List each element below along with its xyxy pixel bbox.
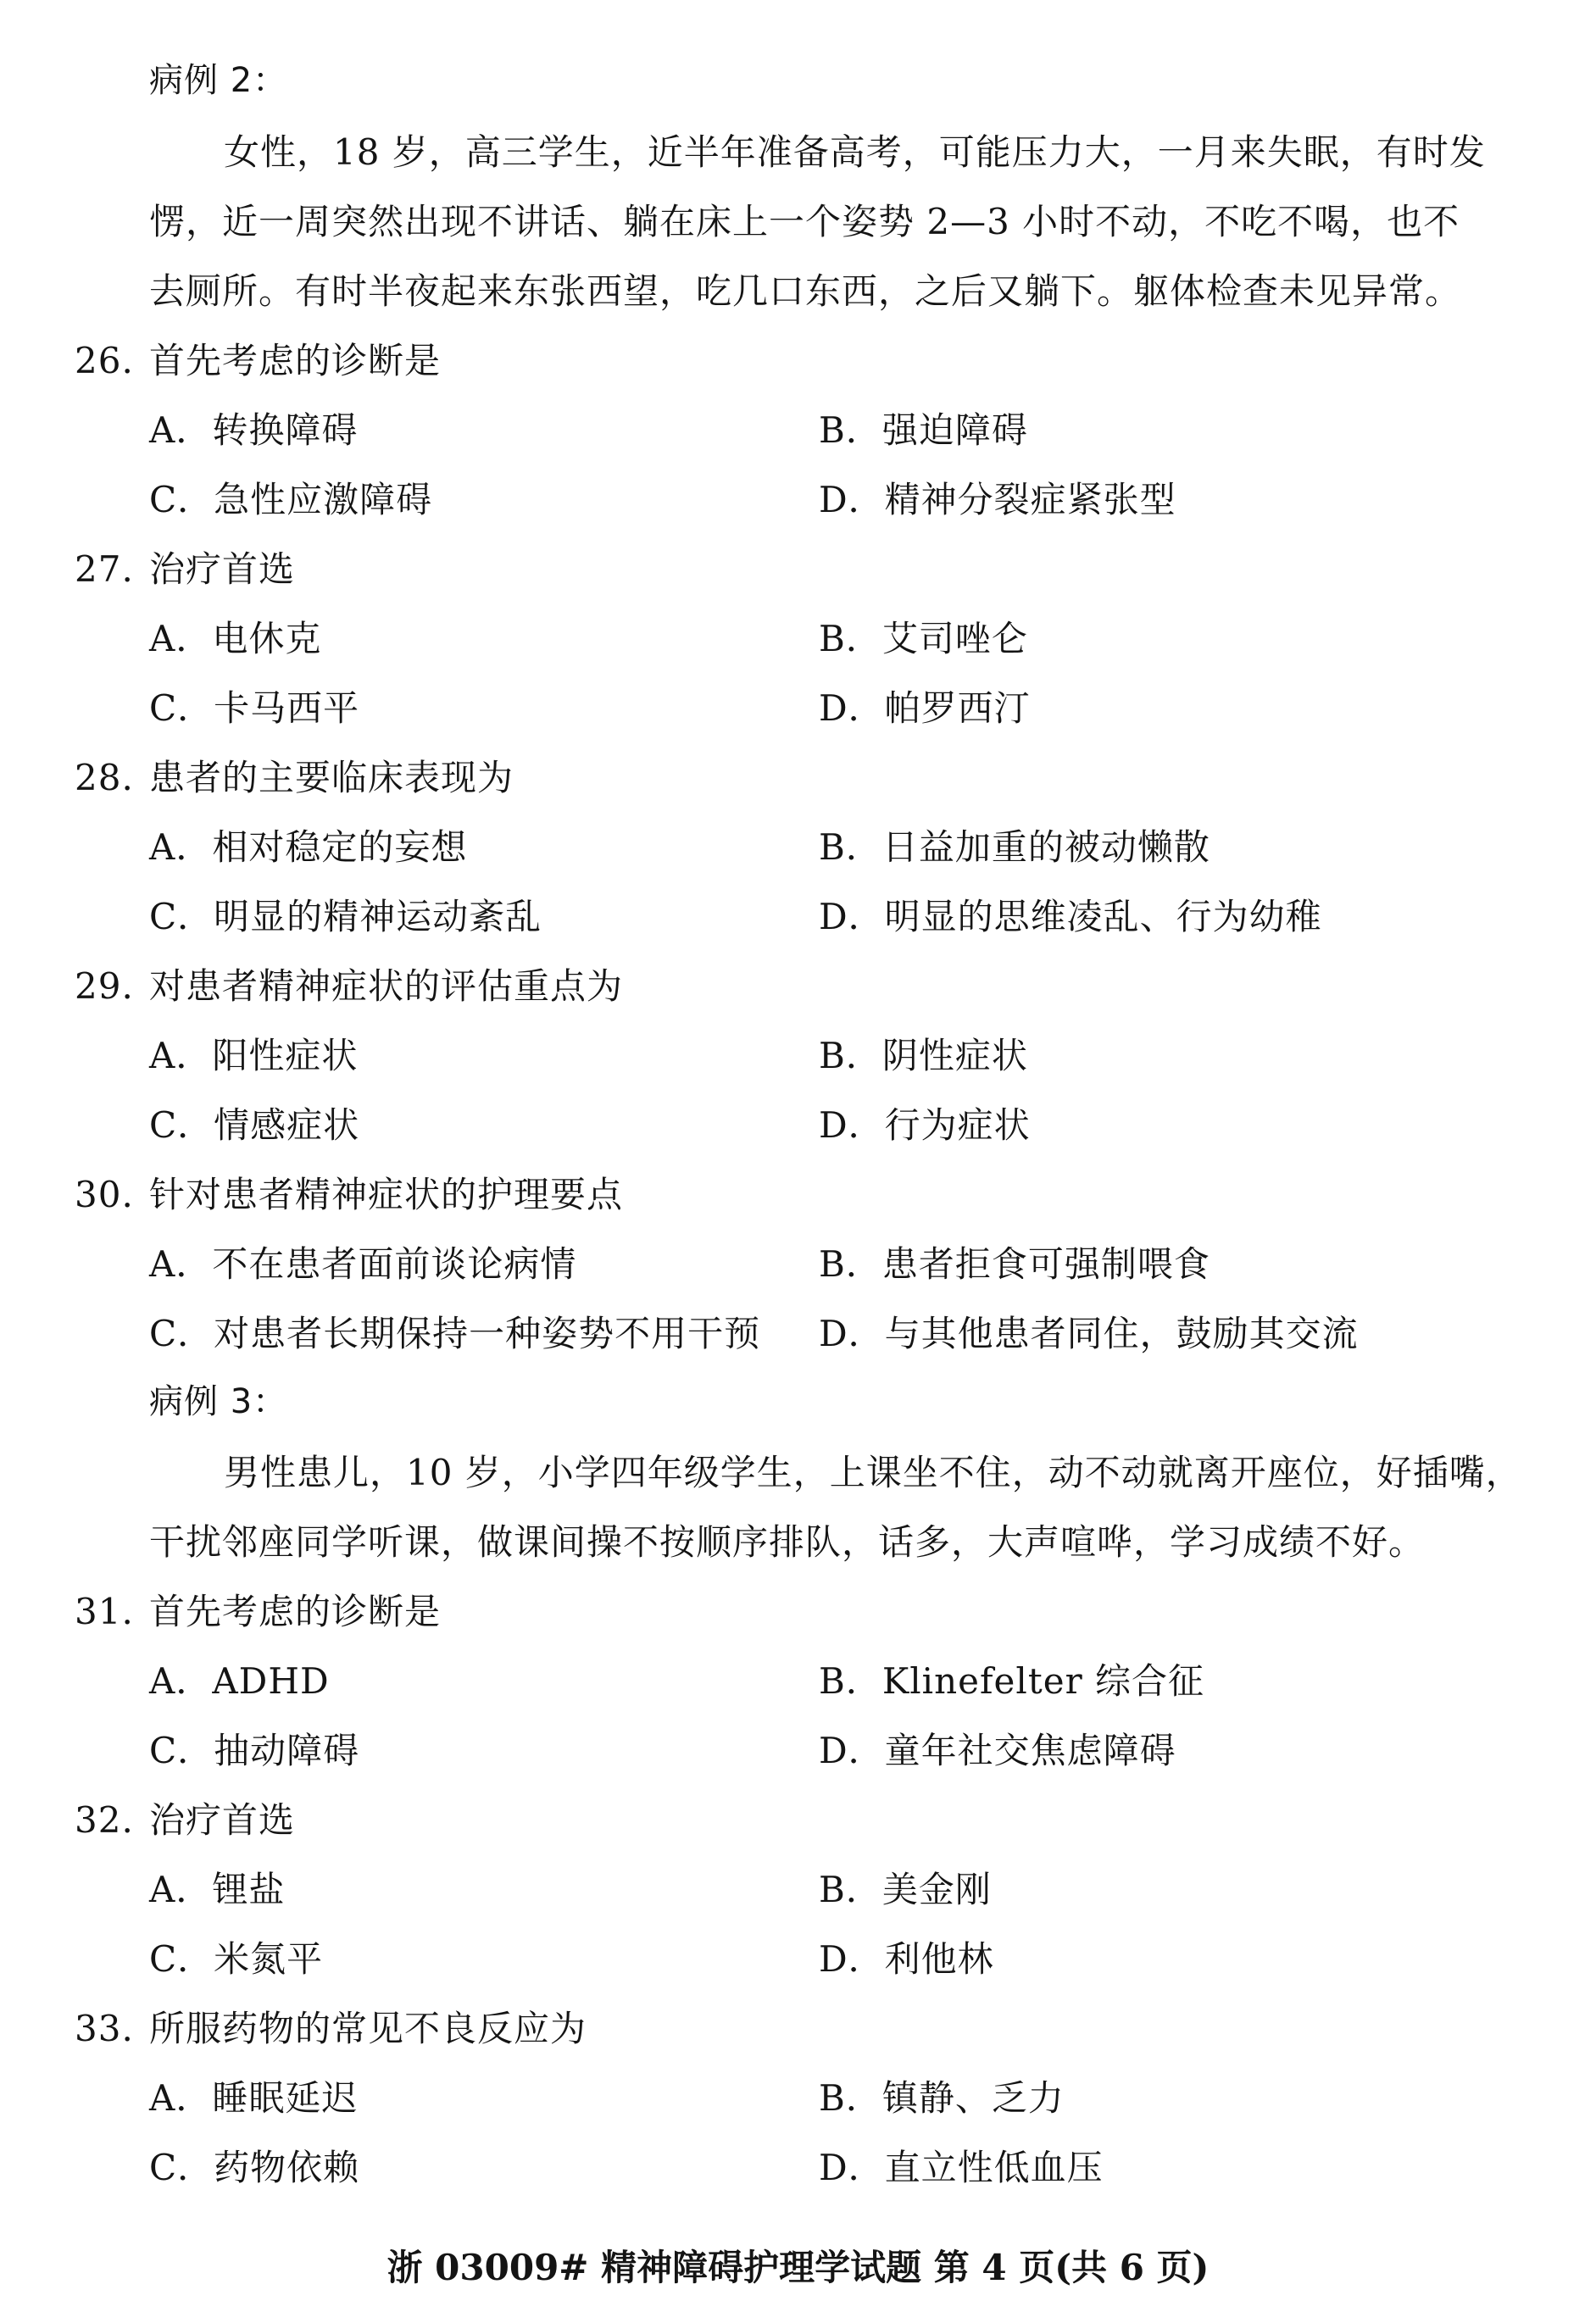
question-33-number: 33. [75, 2008, 134, 2049]
question-31-option-b: B．Klinefelter 综合征 [819, 1660, 1205, 1702]
question-31-option-c: C．抽动障碍 [149, 1730, 360, 1771]
question-28-option-a: A．相对稳定的妄想 [149, 826, 468, 868]
question-30-option-a: A．不在患者面前谈论病情 [149, 1243, 577, 1285]
question-27-option-a: A．电休克 [149, 618, 322, 659]
question-32-text: 治疗首选 [149, 1799, 296, 1841]
question-33-option-c: C．药物依赖 [149, 2147, 360, 2188]
question-32-option-c: C．米氮平 [149, 1938, 324, 1980]
question-29-option-a: A．阳性症状 [149, 1035, 359, 1076]
question-32-option-d: D．利他林 [819, 1938, 994, 1980]
case2-line-1: 女性，18 岁，高三学生，近半年准备高考，可能压力大，一月来失眠，有时发 [224, 131, 1486, 173]
question-29-number: 29. [75, 965, 134, 1007]
question-32-option-b: B．美金刚 [819, 1869, 992, 1910]
page-footer: 浙 03009# 精神障碍护理学试题 第 4 页(共 6 页) [386, 2247, 1210, 2288]
question-30-number: 30. [75, 1174, 134, 1215]
question-31-text: 首先考虑的诊断是 [149, 1591, 442, 1632]
case2-line-2: 愣，近一周突然出现不讲话、躺在床上一个姿势 2—3 小时不动，不吃不喝，也不 [149, 201, 1460, 242]
question-27-option-c: C．卡马西平 [149, 687, 360, 729]
question-28-option-c: C．明显的精神运动紊乱 [149, 896, 542, 937]
question-31-number: 31. [75, 1591, 134, 1632]
question-33-text: 所服药物的常见不良反应为 [149, 2008, 587, 2049]
question-26-option-d: D．精神分裂症紧张型 [819, 479, 1176, 520]
case3-title: 病例 3： [149, 1382, 288, 1421]
question-29-option-b: B．阴性症状 [819, 1035, 1028, 1076]
question-29-text: 对患者精神症状的评估重点为 [149, 965, 624, 1007]
question-26-option-b: B．强迫障碍 [819, 409, 1028, 451]
question-30-text: 针对患者精神症状的护理要点 [149, 1174, 624, 1215]
question-31-option-a: A．ADHD [149, 1660, 330, 1702]
question-30-option-b: B．患者拒食可强制喂食 [819, 1243, 1210, 1285]
question-33-option-b: B．镇静、乏力 [819, 2077, 1065, 2119]
question-29-option-d: D．行为症状 [819, 1104, 1031, 1146]
question-32-option-a: A．锂盐 [149, 1869, 286, 1910]
case3-line-1: 男性患儿，10 岁，小学四年级学生，上课坐不住，动不动就离开座位，好插嘴， [224, 1452, 1522, 1493]
question-27-number: 27. [75, 548, 134, 590]
question-30-option-d: D．与其他患者同住，鼓励其交流 [819, 1313, 1359, 1354]
case2-line-3: 去厕所。有时半夜起来东张西望，吃几口东西，之后又躺下。躯体检查未见异常。 [149, 270, 1462, 312]
question-28-option-d: D．明显的思维凌乱、行为幼稚 [819, 896, 1322, 937]
question-29-option-c: C．情感症状 [149, 1104, 360, 1146]
question-28-text: 患者的主要临床表现为 [149, 757, 514, 798]
question-31-option-d: D．童年社交焦虑障碍 [819, 1730, 1176, 1771]
case3-line-2: 干扰邻座同学听课，做课间操不按顺序排队，话多，大声喧哗，学习成绩不好。 [149, 1521, 1426, 1563]
question-28-number: 28. [75, 757, 134, 798]
question-32-number: 32. [75, 1799, 134, 1841]
question-33-option-a: A．睡眠延迟 [149, 2077, 359, 2119]
question-27-option-b: B．艾司唑仑 [819, 618, 1028, 659]
case2-title: 病例 2： [149, 61, 288, 100]
question-27-text: 治疗首选 [149, 548, 296, 590]
question-26-number: 26. [75, 340, 134, 381]
question-27-option-d: D．帕罗西汀 [819, 687, 1031, 729]
question-28-option-b: B．日益加重的被动懒散 [819, 826, 1210, 868]
question-26-option-a: A．转换障碍 [149, 409, 359, 451]
question-26-text: 首先考虑的诊断是 [149, 340, 442, 381]
question-26-option-c: C．急性应激障碍 [149, 479, 433, 520]
question-30-option-c: C．对患者长期保持一种姿势不用干预 [149, 1313, 761, 1354]
question-33-option-d: D．直立性低血压 [819, 2147, 1104, 2188]
